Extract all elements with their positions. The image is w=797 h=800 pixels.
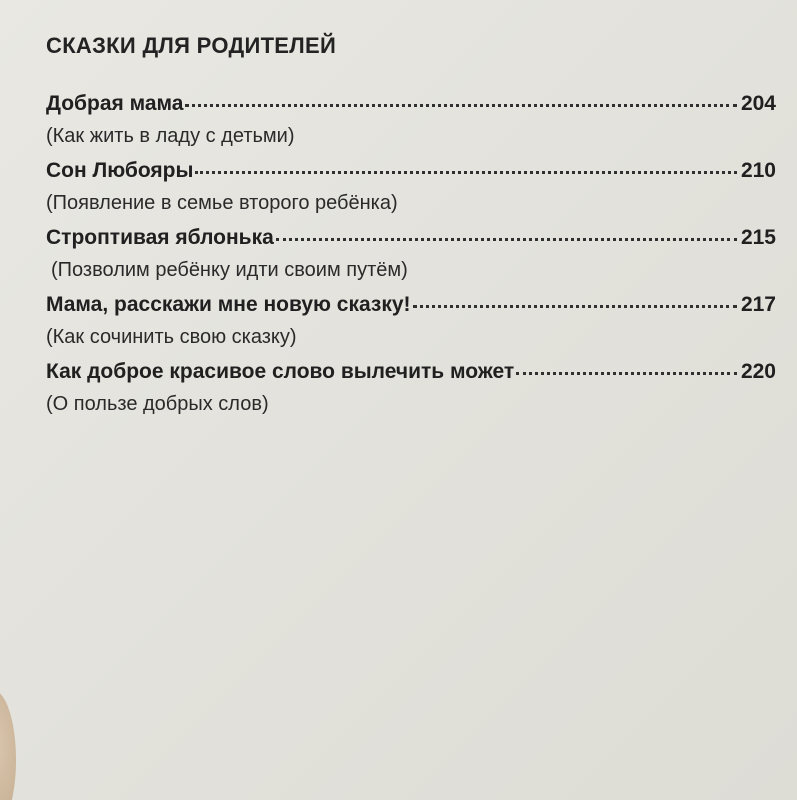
toc-entry bbox=[46, 159, 776, 226]
dot-leader bbox=[413, 305, 737, 308]
toc-entry-subtitle: (Появление в семье второго ребёнка) bbox=[46, 192, 398, 214]
toc-entry-subtitle: (Позволим ребёнку идти своим путём) bbox=[51, 259, 408, 281]
table-of-contents bbox=[46, 92, 776, 427]
toc-entry bbox=[46, 293, 776, 360]
toc-entry-page-number: 210 bbox=[740, 159, 776, 182]
toc-entry-page-number: 215 bbox=[740, 226, 776, 249]
toc-entry-title: Добрая мама bbox=[46, 92, 184, 115]
toc-entry-subtitle: (О пользе добрых слов) bbox=[46, 393, 269, 415]
toc-entry-subtitle: (Как сочинить свою сказку) bbox=[46, 326, 297, 348]
toc-entry-title: Строптивая яблонька bbox=[46, 226, 274, 249]
toc-entry-page-number: 217 bbox=[740, 293, 776, 316]
toc-entry-title: Как доброе красивое слово вылечить может bbox=[46, 360, 515, 383]
toc-entry bbox=[46, 360, 776, 427]
toc-entry-title-row bbox=[46, 226, 776, 257]
dot-leader bbox=[185, 104, 736, 107]
dot-leader bbox=[516, 372, 737, 375]
toc-entry-title: Мама, расскажи мне новую сказку! bbox=[46, 293, 411, 316]
section-heading: СКАЗКИ ДЛЯ РОДИТЕЛЕЙ bbox=[46, 33, 337, 58]
toc-entry bbox=[46, 226, 776, 293]
toc-entry-title-row bbox=[46, 293, 776, 324]
finger-edge bbox=[0, 690, 16, 800]
toc-entry-title-row bbox=[46, 360, 776, 391]
toc-entry-title: Сон Любояры bbox=[46, 159, 194, 182]
toc-entry-subtitle: (Как жить в ладу с детьми) bbox=[46, 125, 295, 147]
dot-leader bbox=[195, 171, 737, 174]
dot-leader bbox=[276, 238, 737, 241]
toc-entry-title-row bbox=[46, 92, 776, 123]
toc-entry-title-row bbox=[46, 159, 776, 190]
toc-entry-page-number: 204 bbox=[740, 92, 776, 115]
toc-entry bbox=[46, 92, 776, 159]
toc-entry-page-number: 220 bbox=[740, 360, 776, 383]
